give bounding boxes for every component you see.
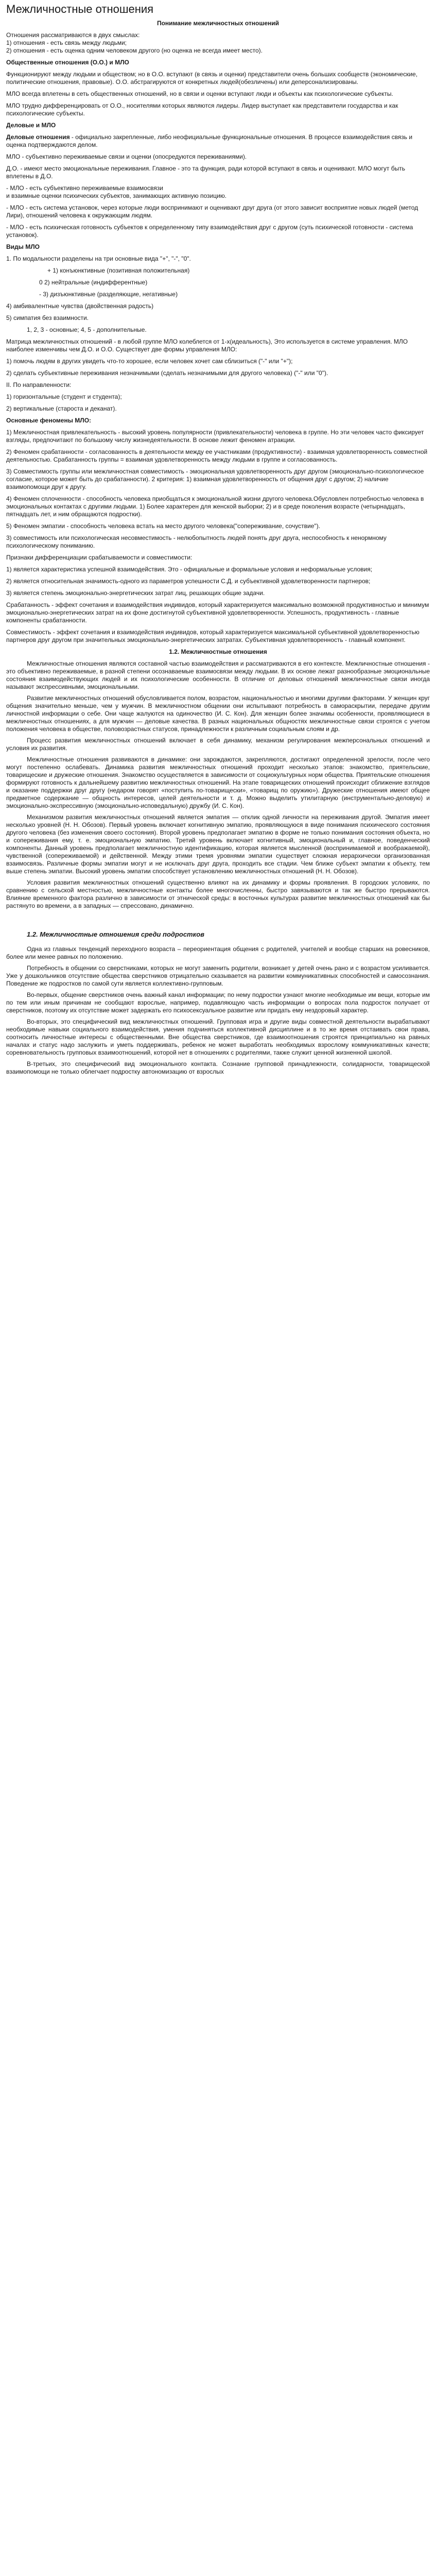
subheading: Общественные отношения (О.О.) и МЛО bbox=[6, 59, 129, 66]
paragraph: 3) является степень эмоционально-энергетических затрат лиц, решающих общие задачи. bbox=[6, 589, 265, 597]
paragraph: МЛО трудно дифференцировать от О.О., носителями которых являются лидеры. Лидер выступает как представители государства и как психологические субъекты. bbox=[6, 102, 398, 117]
paragraph: 4) Феномен сплоченности - способность человека приобщаться к эмоциональной жизни другого человека.Обусловлен потребностью человека в эмоциональных контактах с другими людьми. 1) Более характерен для женской выборки; 2) и в среде поколения возрасте (четырнадцать, пятнадцать лет, и ним обращаются подростки). bbox=[6, 495, 424, 518]
paragraph: Механизмом развития межличностных отношений является эмпатия — отклик одной личности на переживания другой. Эмпатия имеет несколько уровней (Н. Н. Обозов). Первый уровень включает когнитивную эмпатию, проявляющуюся в виде понимания психического состояния другого человека (без изменения своего состояния). Второй уровень предполагает эмпатию в форме не только понимания состояния объекта, но и сопереживания ему, т. е. эмоциональную эмпатию. Третий уровень включает когнитивный, эмоциональный и, главное, поведенческий компоненты. Данный уровень предполагает межличностную идентификацию, которая является мысленной (воспринимаемой и воображаемой), чувственной (сопереживаемой) и действенной. Между этими тремя уровнями эмпатии существует сложная иерархически организованная взаимосвязь. Различные формы эмпатии могут и не исключать друг друга, проходить все стадии. Чем ближе субъект эмпатии к объекту, тем выше степень эмпатии. Высокий уровень эмпатии способствует установлению межличностных отношений (H. H. Обозов). bbox=[6, 814, 430, 875]
paragraph: Процесс развития межличностных отношений включает в себя динамику, механизм регулирования межперсональных отношений и условия их развития. bbox=[6, 737, 430, 752]
document-page bbox=[0, 0, 436, 1076]
list-item: 2) вертикальные (староста и деканат). bbox=[6, 405, 117, 412]
paragraph: Одна из главных тенденций переходного возраста – переориентация общения с родителей, учителей и вообще старших на ровесников, более или менее равных по положению. bbox=[6, 945, 430, 960]
list-item: 0 2) нейтральные (индифферентные) bbox=[39, 279, 148, 286]
paragraph: Функционируют между людьми и обществом; но в О.О. вступают (в связь и оценки) представители очень больших сообществ (экономические, политические отношения, правовые). О.О. абстрагируются от конкретных людей(обезличены) или деперсонализированы. bbox=[6, 71, 418, 86]
list-item: + 1) конъюнктивные (позитивная положительная) bbox=[47, 267, 190, 274]
paragraph bbox=[6, 133, 430, 149]
paragraph: Межличностные отношения являются составной частью взаимодействия и рассматриваются в его контексте. Межличностные отношения - это объективно переживаемые, в разной степени осознаваемые взаимосвязи между людьми. В их основе лежат разнообразные эмоциональные состояния взаимодействующих людей и их психологические особенности. В отличие от деловых отношений межличностные связи иногда называют экспрессивными, эмоциональными. bbox=[6, 660, 430, 690]
list-item: 1, 2, 3 - основные; 4, 5 - дополнительные. bbox=[27, 326, 147, 333]
paragraph: Потребность в общении со сверстниками, которых не могут заменить родители, возникает у детей очень рано и с возрастом усиливается. Уже у дошкольников отсутствие общества сверстников отрицательно сказывается на развитии коммуникативных способностей и самосознания. Поведение же подростков по самой сути является коллективно-групповым. bbox=[6, 964, 430, 987]
paragraph: - МЛО - есть психическая готовность субъектов к определенному типу взаимодействия друг с другом (суть психической готовности - система установок). bbox=[6, 224, 413, 239]
section-heading: Понимание межличностных отношений bbox=[156, 20, 280, 27]
list-item: 1. По модальности разделены на три основные вида "+", "-", "0". bbox=[6, 255, 191, 262]
definition: - официально закрепленные, либо неофициальные функциональные отношения. В процессе взаимодействия связь и оценка подтверждаются делом. bbox=[6, 133, 413, 148]
paragraph: Межличностные отношения развиваются в динамике: они зарождаются, закрепляются, достигают определенной зрелости, после чего могут постепенно ослабевать. Динамика развития межличностных отношений проходит несколько этапов: знакомство, приятельские, товарищеские и дружеские отношения. Знакомство осуществляется в зависимости от социокультурных норм общества. Приятельские отношения формируют готовность к дальнейшему развитию межличностных отношений. На этапе товарищеских отношений происходит сближение взглядов и оказание поддержки друг другу (недаром говорят «поступить по-товарищески», «товарищ по оружию»). Дружеские отношения имеют общее предметное содержание — общность интересов, целей деятельности и т. д. Можно выделить утилитарную (инструментально-деловую) и эмоционально-экспрессивную (эмоционально-исповедальную) дружбу (И. С. Кон). bbox=[6, 756, 430, 809]
subheading: Деловые и МЛО bbox=[6, 122, 56, 129]
list-item: 1) горизонтальные (студент и студента); bbox=[6, 393, 122, 400]
intro-block bbox=[6, 31, 430, 55]
list-item: 2) сделать субъективные переживания незначимыми (сделать незначимыми для другого человека) ("-" или "0"). bbox=[6, 369, 328, 377]
paragraph: МЛО - субъективно переживаемые связи и оценки (опосредуются переживаниями). bbox=[6, 153, 247, 160]
paragraph: 2) Феномен срабатанности - согласованность в деятельности между ее участниками (продуктивности) - взаимная удовлетворенность совместной деятельностью. Срабатанность группы = взаимная удовлетворенность между людьми в группе и согласованность. bbox=[6, 448, 428, 463]
term: Деловые отношения bbox=[6, 133, 70, 141]
list-item: - 3) дизъюнктивные (разделяющие, негативные) bbox=[39, 291, 178, 298]
paragraph: МЛО всегда вплетены в сеть общественных отношений, но в связи и оценки вступают люди и объекты как психологические субъекты. bbox=[6, 90, 393, 97]
paragraph: 1) Межличностная привлекательность - высокий уровень популярности (привлекательности) человека в группе. Но эти человек часто фиксирует взгляды, предпочитают по большому числу жизнедеятельности. В основе лежит феномен атракции. bbox=[6, 429, 424, 444]
paragraph: Матрица межличностных отношений - в любой группе МЛО колеблется от 1-x(идеальность), Это используется в системе управления. МЛО наиболее изменчивы чем Д.О. и О.О. Существует две формы управления МЛО: bbox=[6, 338, 408, 353]
paragraph: и взаимные оценки психических субъектов, занимающих активную позицию. bbox=[6, 192, 227, 199]
paragraph: Отношения рассматриваются в двух смыслах: bbox=[6, 31, 140, 39]
paragraph: В-третьих, это специфический вид эмоционального контакта. Сознание групповой принадлежности, солидарности, товарищеской взаимопомощи не только облегчает подростку автономизацию от взрослых bbox=[6, 1060, 430, 1075]
subheading: Виды МЛО bbox=[6, 243, 40, 250]
paragraph: Условия развития межличностных отношений существенно влияют на их динамику и формы проявления. В городских условиях, по сравнению с сельской местностью, межличностные контакты более многочисленны, быстро завязываются и так же быстро прерываются. Влияние временного фактора различно в зависимости от этнической среды: в восточных культурах развитие межличностных отношений как бы растянуто во времени, а в западных — спрессовано, динамично. bbox=[6, 879, 430, 909]
paragraph: Совместимость - эффект сочетания и взаимодействия индивидов, который характеризуется максимальной субъективной удовлетворенностью партнеров друг другом при значительных эмоционально-энергетических затратах. Субъективная удовлетворенность - главный компонент. bbox=[6, 629, 420, 643]
paragraph: Во-вторых, это специфический вид межличностных отношений. Групповая игра и другие виды совместной деятельности вырабатывают необходимые навыки социального взаимодействия, умения подчиняться коллективной дисциплине и в то же время отстаивать свои права, соотносить личностные интересы с общественными. Вне общества сверстников, где взаимоотношения строятся принципиально на равных началах и статус надо заслужить и уметь поддерживать, ребенок не может выработать необходимых взрослому коммуникативных качеств; соревновательность групповых взаимоотношений, которой нет в отношениях с родителями, также служит ценной жизненной школой. bbox=[6, 1018, 430, 1056]
section-title: 1.2. Межличностные отношения среди подростков bbox=[27, 930, 205, 938]
paragraph: 3) Совместимость группы или межличностная совместимость - эмоциональная удовлетворенность друг другом (эмоционально-психологическое согласие, которое может быть до срабатанности). 2 критерия: 1) взаимная удовлетворенность от общения друг с другом; 2) наличие взаимопомощи друг к другу. bbox=[6, 468, 424, 490]
paragraph: 5) Феномен эмпатии - способность человека встать на место другого человека("сопереживание, сочуствие"). bbox=[6, 522, 321, 530]
page-title: Межличностные отношения bbox=[6, 3, 154, 15]
paragraph: 2) отношения - есть оценка одним человеком другого (но оценка не всегда имеет место). bbox=[6, 47, 263, 54]
paragraph: Срабатанность - эффект сочетания и взаимодействия индивидов, который характеризуется максимально возможной продуктивностью и минимум эмоционально-энергетических затрат на их фоне достигнутой субъективной удовлетворенности. Успешность, продуктивность - главные компоненты срабатанности. bbox=[6, 601, 429, 624]
list-item: II. По направленности: bbox=[6, 381, 72, 388]
paragraph: 1) отношения - есть связь между людьми; bbox=[6, 39, 127, 46]
paragraph: 3) совместимость или психологическая несовместимость - нелюбопытность людей понять друг друга, неспособность к ненормному психологическому пониманию. bbox=[6, 534, 387, 549]
paragraph: Признаки дифференциации срабатываемости и совместимости: bbox=[6, 554, 193, 561]
paragraph: Д.О. - имеют место эмоциональные переживания. Главное - это та функция, ради которой вступают в связь и оценивают. МЛО могут быть вплетены в Д.О. bbox=[6, 165, 405, 180]
paragraph: 1) является характеристика успешной взаимодействия. Это - официальные и формальные условия и неформальные условия; bbox=[6, 566, 373, 573]
section-title: 1.2. Межличностные отношения bbox=[169, 648, 267, 655]
paragraph: 2) является относительная значимость-одного из параметров успешности С.Д. и субъективной удовлетворенности партнеров; bbox=[6, 578, 371, 585]
paragraph: Во-первых, общение сверстников очень важный канал информации; по нему подростки узнают многие необходимые им вещи, которые им по тем или иным причинам не сообщают взрослые, например, подавляющую часть информации о вопросах пола подросток получает от сверстников, поэтому их отсутствие может задержать его психосексуальное развитие или придать ему нездоровый характер. bbox=[6, 991, 430, 1014]
subheading: Основные феномены МЛО: bbox=[6, 417, 92, 424]
paragraph: - МЛО - есть система установок, через которые люди воспринимают и оценивают друг друга (от этого зависит восприятие новых людей (метод Лири), отношений человека к окружающим людям. bbox=[6, 204, 418, 219]
list-item: 1) помочь людям в других увидеть что-то хорошее, если человек хочет сам сблизиться ("-" или "+"); bbox=[6, 358, 293, 365]
paragraph: - МЛО - есть субъективно переживаемые взаимосвязи bbox=[6, 184, 163, 192]
paragraph: Развитие межличностных отношений обусловливается полом, возрастом, национальностью и многими другими факторами. У женщин круг общения значительно меньше, чем у мужчин. В межличностном общении они испытывают потребность в самораскрытии, передаче другим личностной информации о себе. Они чаще жалуются на одиночество (И. С. Кон). Для женщин более значимы особенности, проявляющиеся в межличностных отношениях, а для мужчин — деловые качества. В разных национальных общностях межличностные связи строятся с учетом положения человека в обществе, половозрастных статусов, принадлежности к различным социальным слоям и др. bbox=[6, 694, 430, 733]
list-item: 5) симпатия без взаимности. bbox=[6, 314, 89, 321]
list-item: 4) амбивалентные чувства (двойственная радость) bbox=[6, 302, 154, 310]
